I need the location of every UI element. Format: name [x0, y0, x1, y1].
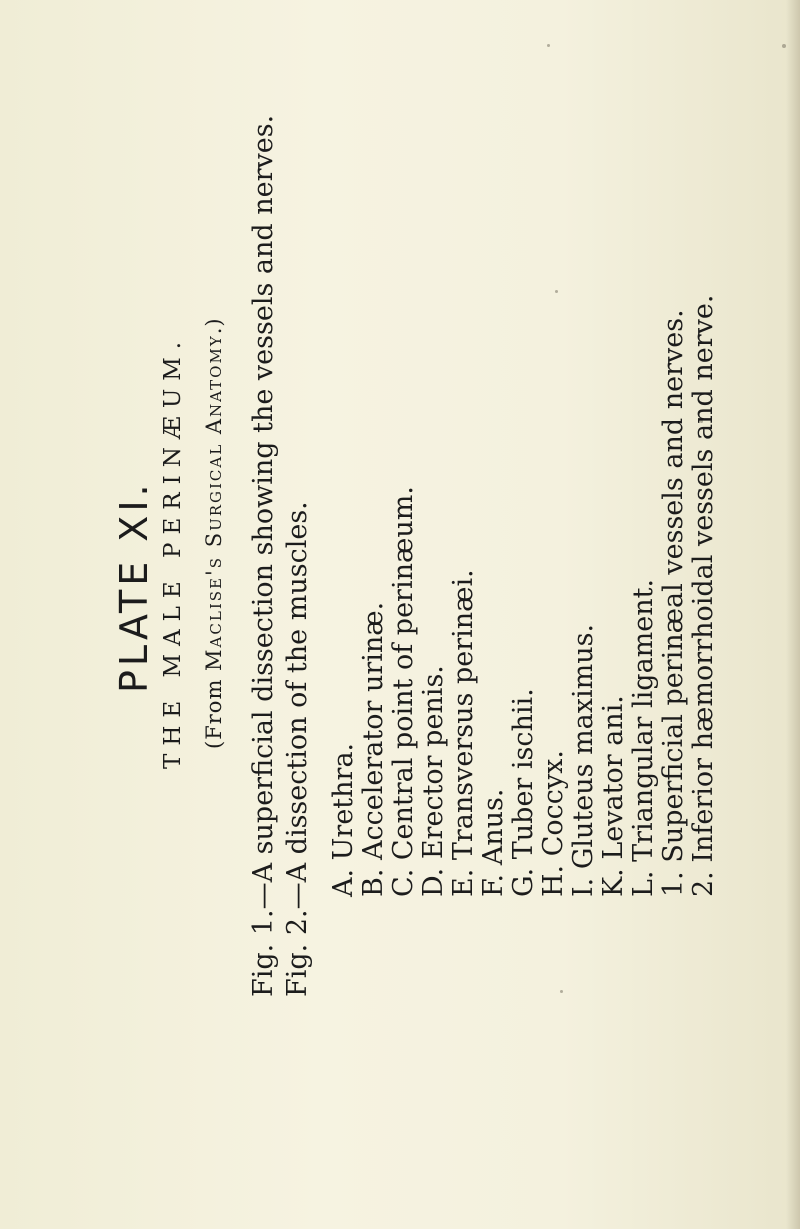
legend-item: H. Coccyx.: [538, 750, 569, 897]
figure-caption-1: Fig. 1.—A superficial dissection showing the vessels and nerves.: [248, 114, 279, 997]
plate-title: PLATE XI.: [112, 480, 156, 693]
legend-item: B. Accelerator urinæ.: [358, 601, 389, 897]
legend-item: L. Triangular ligament.: [628, 578, 659, 897]
legend-item: A. Urethra.: [328, 742, 359, 897]
source-name: Maclise's Surgical Anatomy: [202, 334, 226, 671]
legend-item: K. Levator ani.: [598, 695, 629, 897]
legend-item: G. Tuber ischii.: [508, 688, 539, 897]
legend-item: 1. Superficial perinæal vessels and nerves.: [658, 309, 689, 897]
source-close: .): [202, 317, 226, 335]
legend-item: E. Transversus perinæi.: [448, 569, 479, 897]
plate-subject: THE MALE PERINÆUM.: [160, 333, 186, 769]
source-open: (From: [202, 670, 226, 749]
figure-caption-2: Fig. 2.—A dissection of the muscles.: [282, 501, 313, 997]
plate-source: [202, 317, 226, 749]
legend-item: 2. Inferior hæmorrhoidal vessels and nerve.: [688, 294, 719, 897]
legend-item: I. Gluteus maximus.: [568, 623, 599, 897]
legend-item: C. Central point of perinæum.: [388, 486, 419, 897]
legend-item: F. Anus.: [478, 788, 509, 897]
legend-item: D. Erector penis.: [418, 665, 449, 897]
